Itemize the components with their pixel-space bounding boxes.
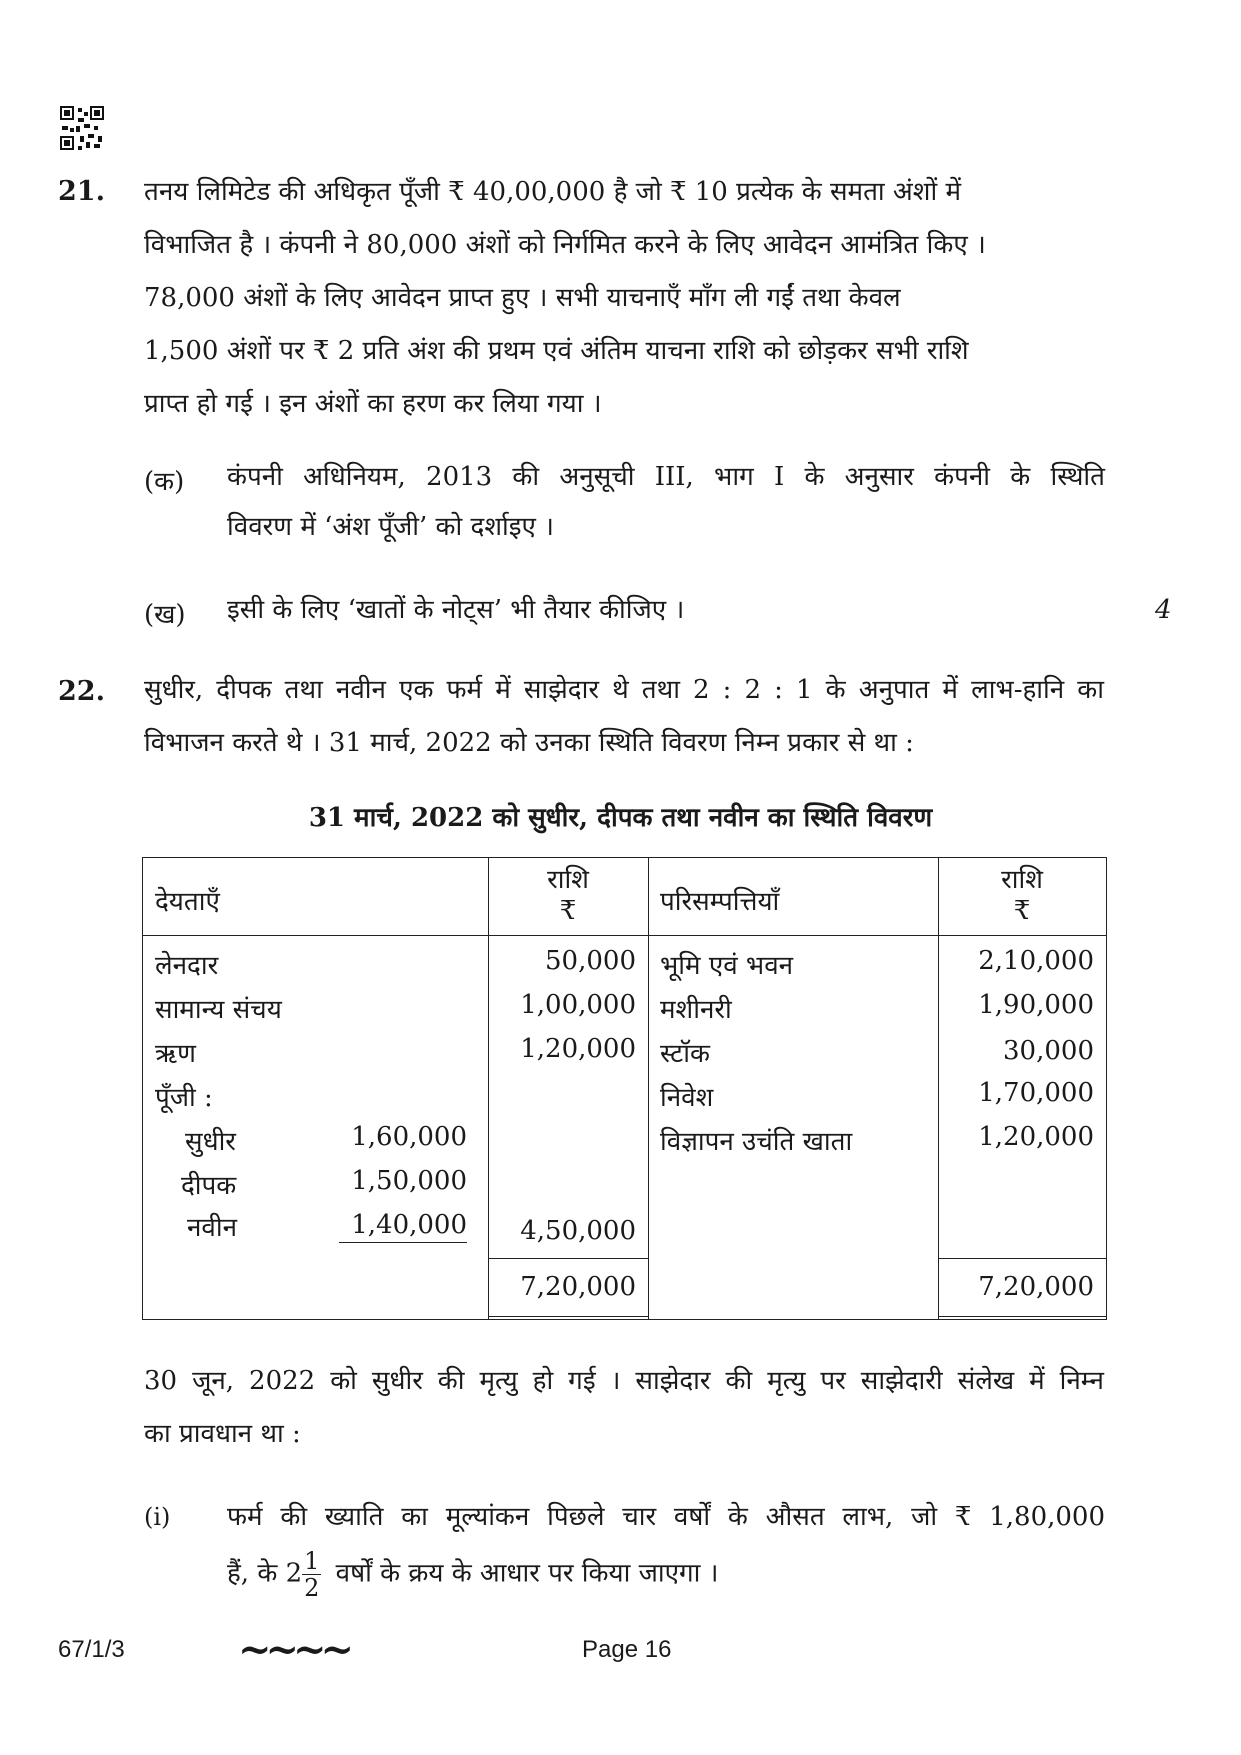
liability-label: ऋण (155, 1039, 196, 1069)
q21-part-b-text: इसी के लिए ‘खातों के नोट्स’ भी तैयार कीजिए । (227, 595, 685, 625)
capital-partner-name: नवीन (187, 1213, 238, 1243)
q21-part-a-label: (क) (144, 467, 185, 497)
item-i-line-1: फर्म की ख्याति का मूल्यांकन पिछले चार वर्षों के औसत लाभ, जो ₹ 1,80,000 (227, 1502, 1105, 1532)
table-divider (488, 858, 489, 1319)
asset-label: विज्ञापन उचंति खाता (660, 1127, 853, 1157)
total-assets: 7,20,000 (978, 1272, 1094, 1302)
asset-label: मशीनरी (660, 995, 732, 1025)
question-22-text (144, 664, 1104, 770)
capital-partner-value: 1,60,000 (351, 1122, 467, 1152)
liability-amount: 50,000 (545, 946, 636, 976)
header-amount-left: राशि (547, 865, 589, 895)
q21-line: 1,500 अंशों पर ₹ 2 प्रति अंश की प्रथम एवं अंतिम याचना राशि को छोड़कर सभी राशि (144, 336, 969, 366)
double-rule-left (488, 1316, 648, 1317)
item-i-label: (i) (144, 1503, 171, 1531)
capital-partner-value: 1,40,000 (339, 1208, 467, 1243)
asset-label: भूमि एवं भवन (660, 951, 794, 981)
q21-marks: 4 (1155, 595, 1172, 625)
q22-after-text (144, 1355, 1104, 1461)
q22-after-line: का प्रावधान था : (144, 1419, 301, 1449)
question-22-number: 22. (58, 676, 105, 707)
total-rule-right (938, 1258, 1106, 1259)
asset-amount: 2,10,000 (978, 946, 1094, 976)
asset-amount: 1,70,000 (978, 1078, 1094, 1108)
question-21-number: 21. (58, 176, 105, 207)
q21-line: तनय लिमिटेड की अधिकृत पूँजी ₹ 40,00,000 है जो ₹ 10 प्रत्येक के समता अंशों में (144, 177, 962, 207)
item-i-text-post: वर्षों के क्रय के आधार पर किया जाएगा । (335, 1558, 719, 1589)
double-rule-right (938, 1316, 1106, 1317)
balance-sheet-title: 31 मार्च, 2022 को सुधीर, दीपक तथा नवीन का स्थिति विवरण (308, 803, 933, 833)
q22-line: सुधीर, दीपक तथा नवीन एक फर्म में साझेदार थे तथा 2 : 2 : 1 के अनुपात में लाभ-हानि का (144, 675, 1104, 705)
capital-partner-name: सुधीर (185, 1127, 236, 1157)
liability-amount: 1,20,000 (520, 1034, 636, 1064)
table-divider (648, 858, 649, 1319)
total-rule-left (488, 1258, 648, 1259)
capital-partner-name: दीपक (181, 1171, 237, 1201)
header-liabilities: देयताएँ (155, 887, 220, 917)
page-number: Page 16 (582, 1636, 672, 1663)
q21-line: 78,000 अंशों के लिए आवेदन प्राप्त हुए । सभी याचनाएँ माँग ली गईं तथा केवल (144, 283, 901, 313)
header-assets: परिसम्पत्तियाँ (660, 887, 780, 917)
liability-amount: 1,00,000 (520, 990, 636, 1020)
header-currency-right: ₹ (1013, 896, 1031, 926)
total-liabilities: 7,20,000 (520, 1272, 636, 1302)
q21-line: प्राप्त हो गई । इन अंशों का हरण कर लिया गया । (144, 389, 602, 419)
footer-ornament: ~~~~ (238, 1626, 349, 1673)
capital-partner-value: 1,50,000 (351, 1166, 467, 1196)
paper-code: 67/1/3 (58, 1636, 125, 1663)
header-rule (143, 935, 1106, 936)
header-currency-left: ₹ (559, 896, 577, 926)
balance-sheet-table (142, 857, 1107, 1320)
asset-amount: 30,000 (1003, 1036, 1094, 1066)
asset-amount: 1,90,000 (978, 990, 1094, 1020)
q21-part-a-text (227, 452, 1105, 552)
asset-amount: 1,20,000 (978, 1122, 1094, 1152)
fraction (302, 1548, 321, 1601)
q21-part-a-line: विवरण में ‘अंश पूँजी’ को दर्शाइए । (227, 512, 555, 542)
q22-after-line: 30 जून, 2022 को सुधीर की मृत्यु हो गई । साझेदार की मृत्यु पर साझेदारी संलेख में निम्न (144, 1366, 1104, 1396)
item-i-line-2 (227, 1548, 1105, 1601)
fraction-numerator: 1 (304, 1547, 320, 1575)
question-21-text (144, 166, 1104, 431)
liability-label: सामान्य संचय (155, 995, 282, 1025)
capital-total: 4,50,000 (520, 1216, 636, 1246)
q21-part-b-label: (ख) (144, 600, 186, 630)
asset-label: निवेश (660, 1083, 714, 1113)
item-i-text-pre: हैं, के 2 (227, 1558, 303, 1589)
qr-code-icon (58, 104, 106, 152)
fraction-denominator: 2 (304, 1574, 320, 1602)
q21-line: विभाजित है । कंपनी ने 80,000 अंशों को निर्गमित करने के लिए आवेदन आमंत्रित किए । (144, 230, 986, 260)
q21-part-a-line: कंपनी अधिनियम, 2013 की अनुसूची III, भाग I के अनुसार कंपनी के स्थिति (227, 462, 1105, 492)
liability-label: पूँजी : (155, 1083, 213, 1113)
header-amount-right: राशि (1001, 865, 1043, 895)
asset-label: स्टॉक (660, 1039, 710, 1069)
liability-label: लेनदार (155, 951, 219, 981)
q22-line: विभाजन करते थे । 31 मार्च, 2022 को उनका स्थिति विवरण निम्न प्रकार से था : (144, 728, 914, 758)
